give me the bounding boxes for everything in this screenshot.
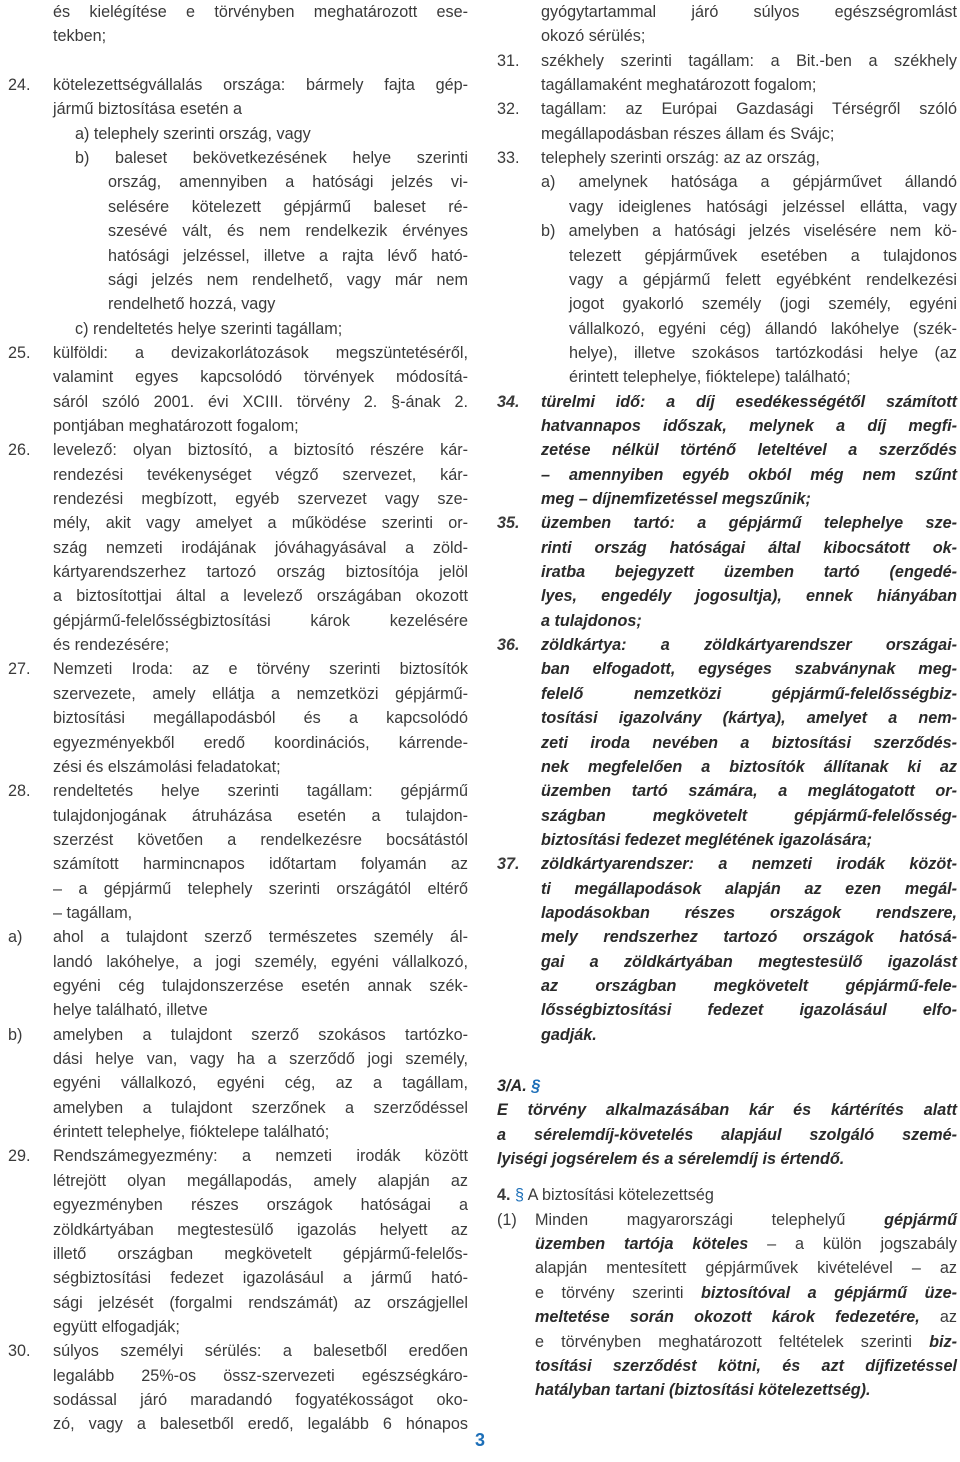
text-line: lapodásokban részes országok rendszere, (541, 903, 957, 922)
text-line: gépjármű-felelősségbiztosítási károk kezelésére (53, 611, 468, 630)
text-line: a sérelemdíj-követelés alapjául szolgáló szemé- (497, 1125, 957, 1144)
text-line: egyéni vállalkozó, egyéni cég, az a tagállam, (53, 1074, 468, 1093)
text-line: jogot gyakorló személy (jogi személy, egyéni (569, 295, 957, 314)
text-line: zó, vagy a balesetből eredő, legalább 6 hónapos (53, 1415, 468, 1434)
text-line: lősségbiztosítási fedezet igazolásául elfo- (541, 1001, 957, 1020)
text-line: okozó sérülés; (541, 27, 646, 46)
item-number: 35. (497, 514, 520, 533)
text-line: zeti iroda nevében a biztosítási szerződés- (541, 733, 957, 752)
text-line: lyes, engedély jogosultja), ennek hiányában (541, 587, 957, 606)
text-line: rendezési megbízott, egyéb szervezet vagy sze- (53, 490, 468, 508)
text-line: a tulajdonos; (541, 611, 642, 630)
text-line: számított harmincnapos időtartam folyamán az (53, 855, 468, 874)
text-line: érintett telephelye, fióktelepe) található; (569, 368, 851, 387)
text-line: – tagállam, (53, 903, 133, 922)
item-number: 26. (8, 441, 31, 460)
text-line: gai a zöldkártyában megtestesülő igazolást (541, 952, 957, 971)
text-line: helye található, illetve (53, 1001, 208, 1020)
text-line: sáról szóló 2001. évi XCIII. törvény 2. §-ának 2. (53, 392, 468, 411)
text-line: gyógytartammal járó súlyos egészségromlást (541, 3, 957, 21)
text-line: szág nemzeti irodájának jóváhagyásával a zöld- (53, 538, 468, 557)
item-number: a) (8, 928, 23, 947)
item-number: 27. (8, 660, 31, 679)
item-number: 37. (497, 855, 520, 874)
text-line: tosítási szerződést kötni, és azt díjfizetéssel (535, 1356, 957, 1375)
text-line: vállalkozó, egyéni cég) állandó lakóhelye (szék- (569, 319, 957, 338)
page-number: 3 (474, 1430, 485, 1450)
item-number: 25. (8, 343, 31, 362)
text-line: zöldkártya: a zöldkártyarendszer országai- (541, 636, 957, 655)
item-number: 28. (8, 782, 31, 801)
text-line: zöldkártyában megtestesülő igazolás helyett az (53, 1220, 468, 1239)
text-line: telezett gépjárművek esetében a tulajdonos (569, 246, 957, 265)
text-line: kötelezettségvállalás országa: bármely fajta gép- (53, 76, 468, 95)
item-number: (1) (497, 1210, 517, 1229)
text-line: helye), illetve szokásos tartózkodási helye (az (569, 343, 957, 362)
text-line: együtt elfogadják; (53, 1317, 180, 1336)
text-line: hatósági jelzéssel, illetve a rajta lévő ható- (108, 246, 468, 265)
text-line: telephely szerinti ország: az az ország, (541, 149, 820, 168)
text-line: jármű biztosítása esetén a (53, 100, 242, 119)
text-line: sodással járó maradandó fogyatékosságot oko- (53, 1390, 468, 1409)
text-line: biztosítási fedezet meglétének igazolására; (541, 830, 873, 849)
text-line: az országban megkövetelt gépjármű-fele- (541, 977, 957, 995)
text-line: tagállam: az Európai Gazdasági Térségről szóló (541, 100, 957, 119)
text-line: mely rendszerhez tartozó országok hatósá- (541, 928, 957, 947)
text-line: 3/A. § (497, 1076, 541, 1095)
item-number: 34. (497, 392, 520, 411)
text-line (53, 49, 468, 73)
text-line: ország, amennyiben a hatósági jelzés vi- (108, 173, 468, 192)
text-line: rendezési tevékenységet végző szervezet, kár- (53, 465, 468, 484)
text-line: ségbiztosítási fedezet igazolásául a jármű ható- (53, 1269, 468, 1288)
text-line: ti megállapodások alapján az ezen megál- (541, 879, 957, 898)
text-line: zetése nélkül történő leteltével a szerződés (541, 441, 957, 460)
text-line: hatályban tartani (biztosítási kötelezettség). (535, 1381, 871, 1400)
text-line: E törvény alkalmazásában kár és kártérítés alatt (497, 1101, 957, 1120)
text-line: érintett telephelye, fióktelepe található; (53, 1123, 330, 1142)
text-line: türelmi idő: a díj esedékességétől számított (541, 392, 957, 411)
text-line: meg – díjnemfizetéssel megszűnik; (541, 490, 811, 508)
text-line: külföldi: a devizakorlátozások megszüntetéséről, (53, 343, 468, 362)
text-line: üzemben tartója köteles – a külön jogszabály (535, 1235, 957, 1254)
text-line: létrejött olyan megállapodás, amely alapján az (53, 1171, 468, 1190)
text-line: sági jelzését (forgalmi rendszámát) az országjellel (53, 1293, 468, 1312)
text-line: a) amelynek hatósága a gépjárművet állandó (541, 173, 957, 192)
text-line: rendelhető hozzá, vagy (108, 295, 276, 314)
text-line: pontjában meghatározott fogalom; (53, 416, 299, 435)
text-line: székhely szerinti tagállam: a Bit.-ben a székhely (541, 51, 957, 70)
text-line: vagy ideiglenes hatósági jelzéssel ellátta, vagy (569, 197, 957, 216)
text-line: egyezményekből eredő koordinációs, kárrende- (53, 733, 468, 752)
text-line: a biztosítottjai által a levelező országában okozott (53, 587, 468, 606)
text-line: – a gépjármű telephely szerinti országától eltérő (53, 879, 468, 898)
text-line: 4. § A biztosítási kötelezettség (497, 1186, 714, 1205)
text-line: üzemben tartó számára, a meglátogatott or- (541, 782, 957, 801)
item-number: 29. (8, 1147, 31, 1166)
text-line: amelyben a tulajdont szerzőnek a szerződéssel (53, 1098, 468, 1117)
text-line: szágban megkövetelt gépjármű-felelősség- (541, 806, 957, 825)
item-number: 36. (497, 636, 520, 655)
text-line: dási helye van, vagy ha a szerződő jogi személy, (53, 1050, 468, 1069)
text-line: legalább 25%-os össz-szervezeti egészségkáro- (53, 1366, 468, 1385)
text-line: zöldkártyarendszer: a nemzeti irodák közöt- (541, 855, 957, 874)
text-line: gadják. (541, 1025, 597, 1044)
text-line: valamint egyes kapcsolódó törvények módosítá- (53, 368, 468, 387)
text-line: súlyos személyi sérülés: a balesetből eredően (53, 1342, 468, 1361)
text-line: rendeltetés helye szerinti tagállam: gépjármű (53, 782, 468, 801)
text-line: – amennyiben egyéb okból még nem szűnt (541, 465, 957, 484)
item-number: 32. (497, 100, 520, 119)
text-line: tulajdonjogának átruházása esetén a tulajdon- (53, 806, 468, 825)
text-line: ban elfogadott, egységes szabványnak meg- (541, 660, 957, 679)
text-line: biztosítási megállapodásból és a kapcsolódó (53, 709, 468, 728)
item-number: 33. (497, 149, 520, 168)
text-line: levelező: olyan biztosító, a biztosító részére kár- (53, 441, 468, 460)
text-line: b) baleset bekövetkezésének helye szerinti (75, 149, 468, 168)
text-line: felelő nemzetközi gépjármű-felelősségbiz- (541, 684, 957, 703)
text-line: szesévé vált, és nem rendelkezik érvényes (108, 222, 468, 241)
text-line: megállapodásban részes állam és Svájc; (541, 124, 835, 143)
item-number: 31. (497, 51, 520, 70)
text-line: kártyarendszerhez tartozó ország biztosítója jelöl (53, 563, 468, 582)
text-line: ahol a tulajdont szerző természetes személy ál- (53, 928, 468, 947)
text-line: mély, akit vagy amelyet a működése szerinti or- (53, 514, 468, 533)
text-line: a) telephely szerinti ország, vagy (75, 124, 311, 143)
item-number: 30. (8, 1342, 31, 1361)
text-line: tosítási igazolvány (kártya), amelyet a nem- (541, 709, 957, 728)
text-line: és rendezésére; (53, 636, 170, 655)
text-line: hatvannapos időszak, melynek a díj megfi- (541, 416, 957, 435)
text-line: c) rendeltetés helye szerinti tagállam; (75, 319, 343, 338)
text-line: Rendszámegyezmény: a nemzeti irodák között (53, 1147, 468, 1166)
text-line: Nemzeti Iroda: az e törvény szerinti biztosítók (53, 660, 468, 679)
text-line: e törvényben meghatározott feltételek szerinti biz- (535, 1332, 957, 1351)
text-line: nek megfelelően a biztosítók állítanak ki az (541, 757, 957, 776)
item-number: 24. (8, 76, 31, 95)
text-line: rinti ország hatóságai által kibocsátott ok- (541, 538, 957, 557)
text-line: selésére kötelezett gépjármű baleset ré- (108, 197, 468, 216)
text-line: lyiségi jogsérelem és a sérelemdíj is értendő. (497, 1149, 845, 1168)
item-number: b) (8, 1025, 23, 1044)
text-line: és kielégítése e törvényben meghatározott ese- (53, 3, 468, 21)
text-line: alapján mentesített gépjárművek kivételével – az (535, 1259, 957, 1278)
text-line: tekben; (53, 27, 107, 46)
text-line: Minden magyarországi telephelyű gépjármű (535, 1210, 957, 1229)
text-line: zési és elszámolási feladatokat; (53, 757, 281, 776)
text-line: meltetése során okozott károk fedezetére, az (535, 1308, 957, 1327)
text-line: szerzést követően a rendelkezésre bocsátástól (53, 830, 468, 849)
text-line: e törvény szerinti biztosítóval a gépjármű üze- (535, 1283, 957, 1302)
text-line: b) amelyben a hatósági jelzés viselésére nem kö- (541, 222, 957, 241)
text-line: tagállamaként meghatározott fogalom; (541, 76, 817, 95)
text-line: iratba bejegyzett üzemben tartó (engedé- (541, 563, 957, 582)
text-line: szervezete, amely ellátja a nemzetközi gépjármű- (53, 684, 468, 703)
text-line: üzemben tartó: a gépjármű telephelye sze- (541, 514, 957, 533)
text-line: landó lakóhelye, a jogi személy, egyéni vállalkozó, (53, 952, 468, 971)
text-line: amelyben a tulajdont szerző szokásos tartózko- (53, 1025, 468, 1044)
text-line: vagy a gépjármű felett egyébként rendelkezési (569, 270, 957, 289)
text-line: sági jelzés nem rendelhető, vagy már nem (108, 270, 468, 289)
text-line: illető országban megkövetelt gépjármű-felelős- (53, 1244, 468, 1263)
text-line: egyezményben részes országok hatóságai a (53, 1196, 468, 1215)
text-line: egyéni cég tulajdonszerzése esetén annak szék- (53, 977, 468, 995)
